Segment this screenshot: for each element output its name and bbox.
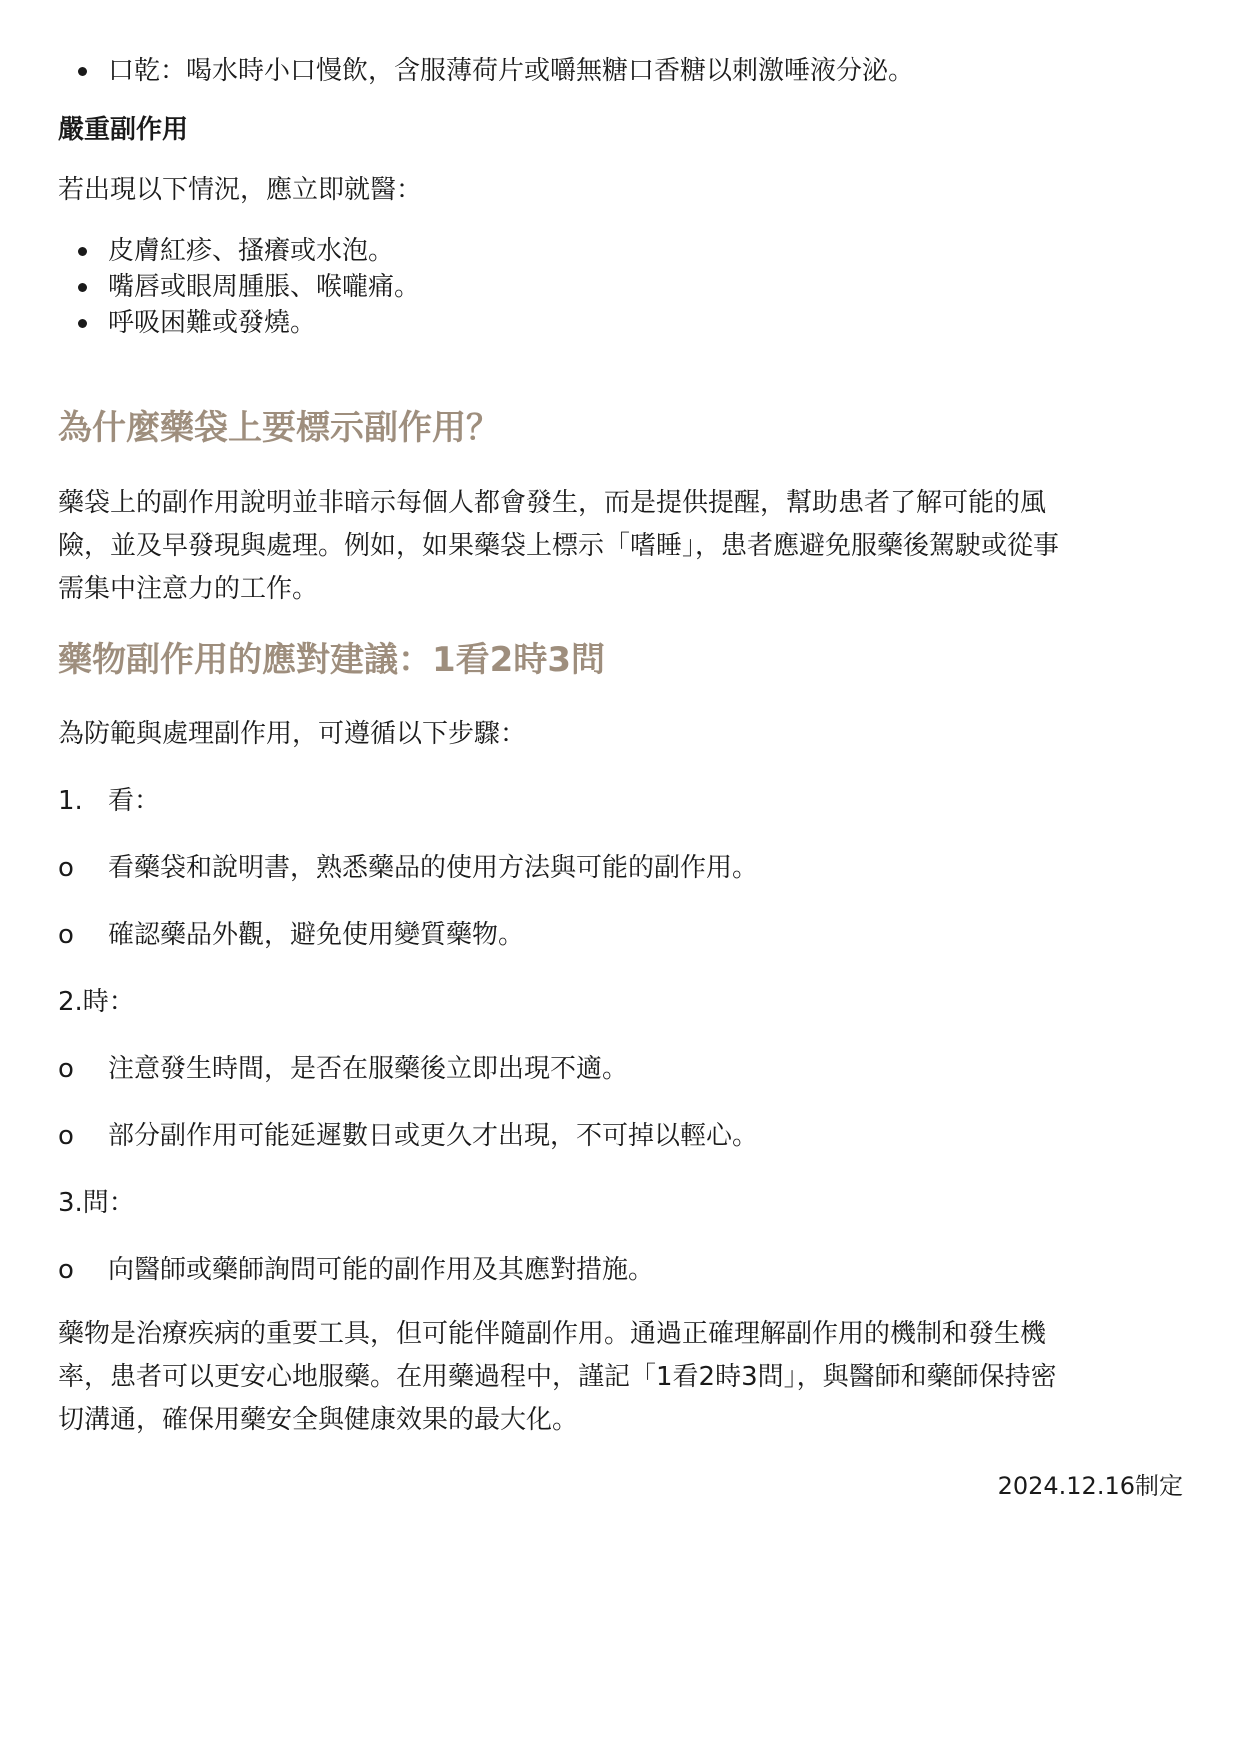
bullet-icon [78, 247, 87, 256]
list-item-text: 口乾：喝水時小口慢飲，含服薄荷片或嚼無糖口香糖以刺激唾液分泌。 [108, 56, 915, 86]
list-item-text: 部分副作用可能延遲數日或更久才出現，不可掉以輕心。 [108, 1121, 759, 1151]
sub-bullet-marker: o [58, 853, 74, 883]
why-paragraph [58, 482, 1183, 611]
list-item-text: 向醫師或藥師詢問可能的副作用及其應對措施。 [108, 1255, 655, 1285]
paragraph-line: 藥袋上的副作用說明並非暗示每個人都會發生，而是提供提醒，幫助患者了解可能的風 [58, 488, 1047, 518]
severe-heading: 嚴重副作用 [58, 115, 189, 145]
conclusion-paragraph [58, 1313, 1183, 1442]
list-item [58, 51, 1233, 91]
sub-bullet-marker: o [58, 920, 74, 950]
sub-bullet-marker: o [58, 1255, 74, 1285]
severe-lead: 若出現以下情況，應立即就醫： [58, 175, 423, 205]
list-item [58, 915, 1233, 955]
list-item [58, 1049, 1233, 1089]
list-item [58, 303, 1233, 343]
sub-bullet-marker: o [58, 1121, 74, 1151]
paragraph-line: 險，並及早發現與處理。例如，如果藥袋上標示「嗜睡」，患者應避免服藥後駕駛或從事 [58, 531, 1060, 561]
list-item-text: 嘴唇或眼周腫脹、喉嚨痛。 [108, 272, 421, 302]
why-heading: 為什麼藥袋上要標示副作用？ [58, 408, 500, 448]
list-item [58, 267, 1233, 307]
step-marker: 1. [58, 786, 83, 816]
bullet-icon [78, 67, 87, 76]
step-2-label: 2.時： [58, 987, 135, 1017]
list-item [58, 1116, 1233, 1156]
list-item-text: 呼吸困難或發燒。 [108, 308, 317, 338]
bullet-icon [78, 319, 87, 328]
paragraph-line: 率，患者可以更安心地服藥。在用藥過程中，謹記「1看2時3問」，與醫師和藥師保持密 [58, 1362, 1057, 1392]
step-label: 看： [108, 786, 161, 816]
list-item-text: 皮膚紅疹、搔癢或水泡。 [108, 236, 395, 266]
list-item-text: 注意發生時間，是否在服藥後立即出現不適。 [108, 1054, 629, 1084]
paragraph-line: 切溝通，確保用藥安全與健康效果的最大化。 [58, 1405, 579, 1435]
list-item [58, 848, 1233, 888]
paragraph-line: 藥物是治療疾病的重要工具，但可能伴隨副作用。通過正確理解副作用的機制和發生機 [58, 1319, 1047, 1349]
step-3-label: 3.問： [58, 1188, 135, 1218]
revision-date: 2024.12.16制定 [997, 1472, 1183, 1500]
list-item-text: 確認藥品外觀，避免使用變質藥物。 [108, 920, 525, 950]
advice-heading: 藥物副作用的應對建議：1看2時3問 [58, 640, 605, 680]
paragraph-line: 需集中注意力的工作。 [58, 574, 319, 604]
sub-bullet-marker: o [58, 1054, 74, 1084]
bullet-icon [78, 283, 87, 292]
step-1 [58, 781, 1233, 821]
advice-lead: 為防範與處理副作用，可遵循以下步驟： [58, 719, 527, 749]
list-item [58, 1250, 1233, 1290]
list-item [58, 231, 1233, 271]
list-item-text: 看藥袋和說明書，熟悉藥品的使用方法與可能的副作用。 [108, 853, 759, 883]
